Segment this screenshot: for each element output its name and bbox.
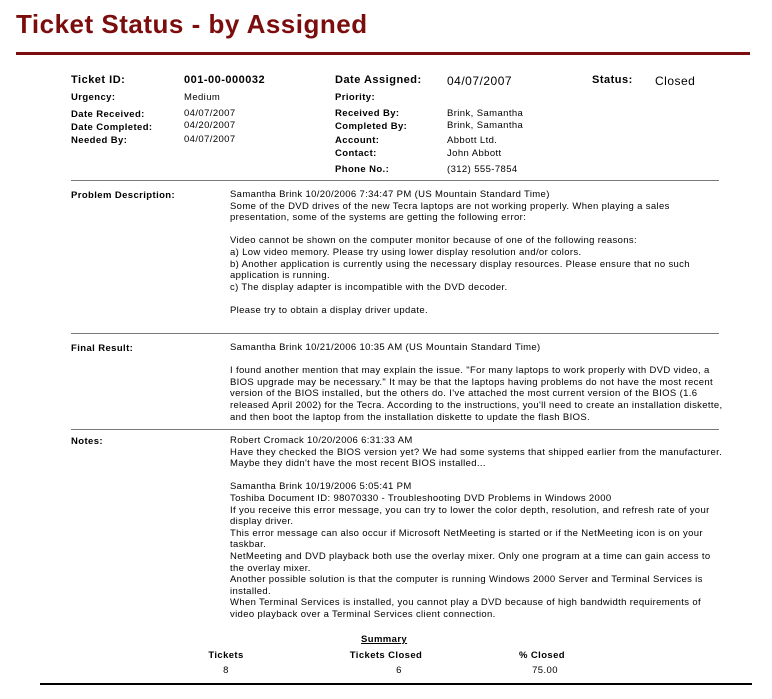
date-completed-value: 04/20/2007 bbox=[184, 120, 236, 131]
problem-divider bbox=[71, 333, 719, 334]
status-label: Status: bbox=[592, 74, 633, 86]
problem-line: presentation, some of the systems are getting the following error: bbox=[230, 212, 527, 224]
date-received-label: Date Received: bbox=[71, 109, 145, 120]
problem-line: Please try to obtain a display driver update. bbox=[230, 304, 428, 316]
completed-by-label: Completed By: bbox=[335, 121, 408, 132]
problem-line: Video cannot be shown on the computer monitor because of one of the following reasons: bbox=[230, 235, 638, 247]
contact-label: Contact: bbox=[335, 148, 377, 159]
summary-title: Summary bbox=[361, 634, 408, 645]
tickets-closed-header: Tickets Closed bbox=[349, 650, 423, 661]
percent-closed-value: 75.00 bbox=[532, 665, 558, 676]
problem-line: b) Another application is currently using the necessary display resources. Please ensure that no such bbox=[230, 258, 690, 270]
notes-line: taskbar. bbox=[230, 539, 267, 551]
page-title: Ticket Status - by Assigned bbox=[16, 9, 368, 39]
notes-line: Samantha Brink 10/19/2006 5:05:41 PM bbox=[230, 481, 412, 493]
final-line: version of the BIOS installed, but the others do. I've attached the most current version of the BIOS (1.6 bbox=[230, 388, 698, 400]
date-assigned-value: 04/07/2007 bbox=[447, 74, 513, 88]
priority-label: Priority: bbox=[335, 92, 376, 103]
notes-line: the overlay mixer. bbox=[230, 562, 311, 574]
account-label: Account: bbox=[335, 135, 380, 146]
problem-description-text bbox=[230, 189, 755, 317]
notes-line: NetMeeting and DVD playback both use the overlay mixer. Only one program at a time can gain access to bbox=[230, 550, 711, 562]
final-result-text bbox=[230, 342, 755, 423]
notes-text bbox=[230, 435, 755, 621]
problem-description-label: Problem Description: bbox=[71, 190, 176, 201]
contact-value: John Abbott bbox=[447, 148, 502, 159]
problem-line: a) Low video memory. Please try using lower display resolution and/or colors. bbox=[230, 246, 582, 258]
urgency-label: Urgency: bbox=[71, 92, 116, 103]
problem-line: c) The display adapter is incompatible with the DVD decoder. bbox=[230, 281, 508, 293]
notes-line: If you receive this error message, you can try to lower the color depth, resolution, and refresh rate of your bbox=[230, 504, 710, 516]
final-line: I found another mention that may explain the issue. "For many laptops to work properly with DVD video, a bbox=[230, 365, 710, 377]
problem-line: Some of the DVD drives of the new Tecra laptops are not working properly. When playing a sales bbox=[230, 200, 670, 212]
account-value: Abbott Ltd. bbox=[447, 135, 498, 146]
notes-line: Toshiba Document ID: 98070330 - Troubleshooting DVD Problems in Windows 2000 bbox=[230, 492, 612, 504]
status-value: Closed bbox=[655, 74, 696, 88]
phone-label: Phone No.: bbox=[335, 164, 390, 175]
final-divider bbox=[71, 429, 719, 430]
ticket-id-label: Ticket ID: bbox=[71, 74, 126, 86]
received-by-label: Received By: bbox=[335, 108, 400, 119]
notes-line: When Terminal Services is installed, you cannot play a DVD because of high bandwidth requirements of bbox=[230, 597, 702, 609]
problem-line: Samantha Brink 10/20/2006 7:34:47 PM (US Mountain Standard Time) bbox=[230, 189, 550, 200]
problem-line: application is running. bbox=[230, 270, 330, 282]
date-completed-label: Date Completed: bbox=[71, 122, 153, 133]
tickets-closed-value: 6 bbox=[396, 665, 402, 676]
urgency-value: Medium bbox=[184, 92, 221, 103]
ticket-id-value: 001-00-000032 bbox=[184, 74, 266, 86]
notes-line: display driver. bbox=[230, 516, 294, 528]
notes-line: This error message can also occur if Microsoft NetMeeting is started or if the NetMeeting icon is on your bbox=[230, 527, 703, 539]
notes-label: Notes: bbox=[71, 436, 103, 447]
needed-by-label: Needed By: bbox=[71, 135, 128, 146]
received-by-value: Brink, Samantha bbox=[447, 108, 524, 119]
notes-line: Another possible solution is that the computer is running Windows 2000 Server and Terminal Services is bbox=[230, 574, 703, 586]
final-line: Samantha Brink 10/21/2006 10:35 AM (US Mountain Standard Time) bbox=[230, 342, 541, 353]
tickets-value: 8 bbox=[223, 665, 229, 676]
date-assigned-label: Date Assigned: bbox=[335, 74, 422, 86]
completed-by-value: Brink, Samantha bbox=[447, 120, 524, 131]
notes-line: video playback over a Terminal Services client connection. bbox=[230, 608, 496, 620]
percent-closed-header: % Closed bbox=[519, 650, 565, 661]
final-line: BIOS upgrade may be necessary." It may be that the laptops having problems do not have the most recent bbox=[230, 376, 714, 388]
notes-line: Robert Cromack 10/20/2006 6:31:33 AM bbox=[230, 435, 413, 446]
tickets-header: Tickets bbox=[208, 650, 244, 661]
needed-by-value: 04/07/2007 bbox=[184, 134, 236, 145]
final-line: and then boot the laptop from the installation diskette to update the flash BIOS. bbox=[230, 411, 591, 423]
final-result-label: Final Result: bbox=[71, 343, 134, 354]
summary-divider bbox=[40, 683, 752, 685]
title-divider bbox=[16, 52, 750, 55]
date-received-value: 04/07/2007 bbox=[184, 108, 236, 119]
phone-value: (312) 555-7854 bbox=[447, 164, 518, 175]
notes-line: installed. bbox=[230, 585, 271, 597]
header-divider bbox=[71, 180, 719, 181]
final-line: released April 2002) for the Tecra. According to the instructions, you'll need to create an installation diskette, bbox=[230, 399, 723, 411]
notes-line: Maybe they didn't have the most recent BIOS installed... bbox=[230, 458, 486, 470]
notes-line: Have they checked the BIOS version yet? We had some systems that shipped earlier from the manufacturer. bbox=[230, 446, 723, 458]
